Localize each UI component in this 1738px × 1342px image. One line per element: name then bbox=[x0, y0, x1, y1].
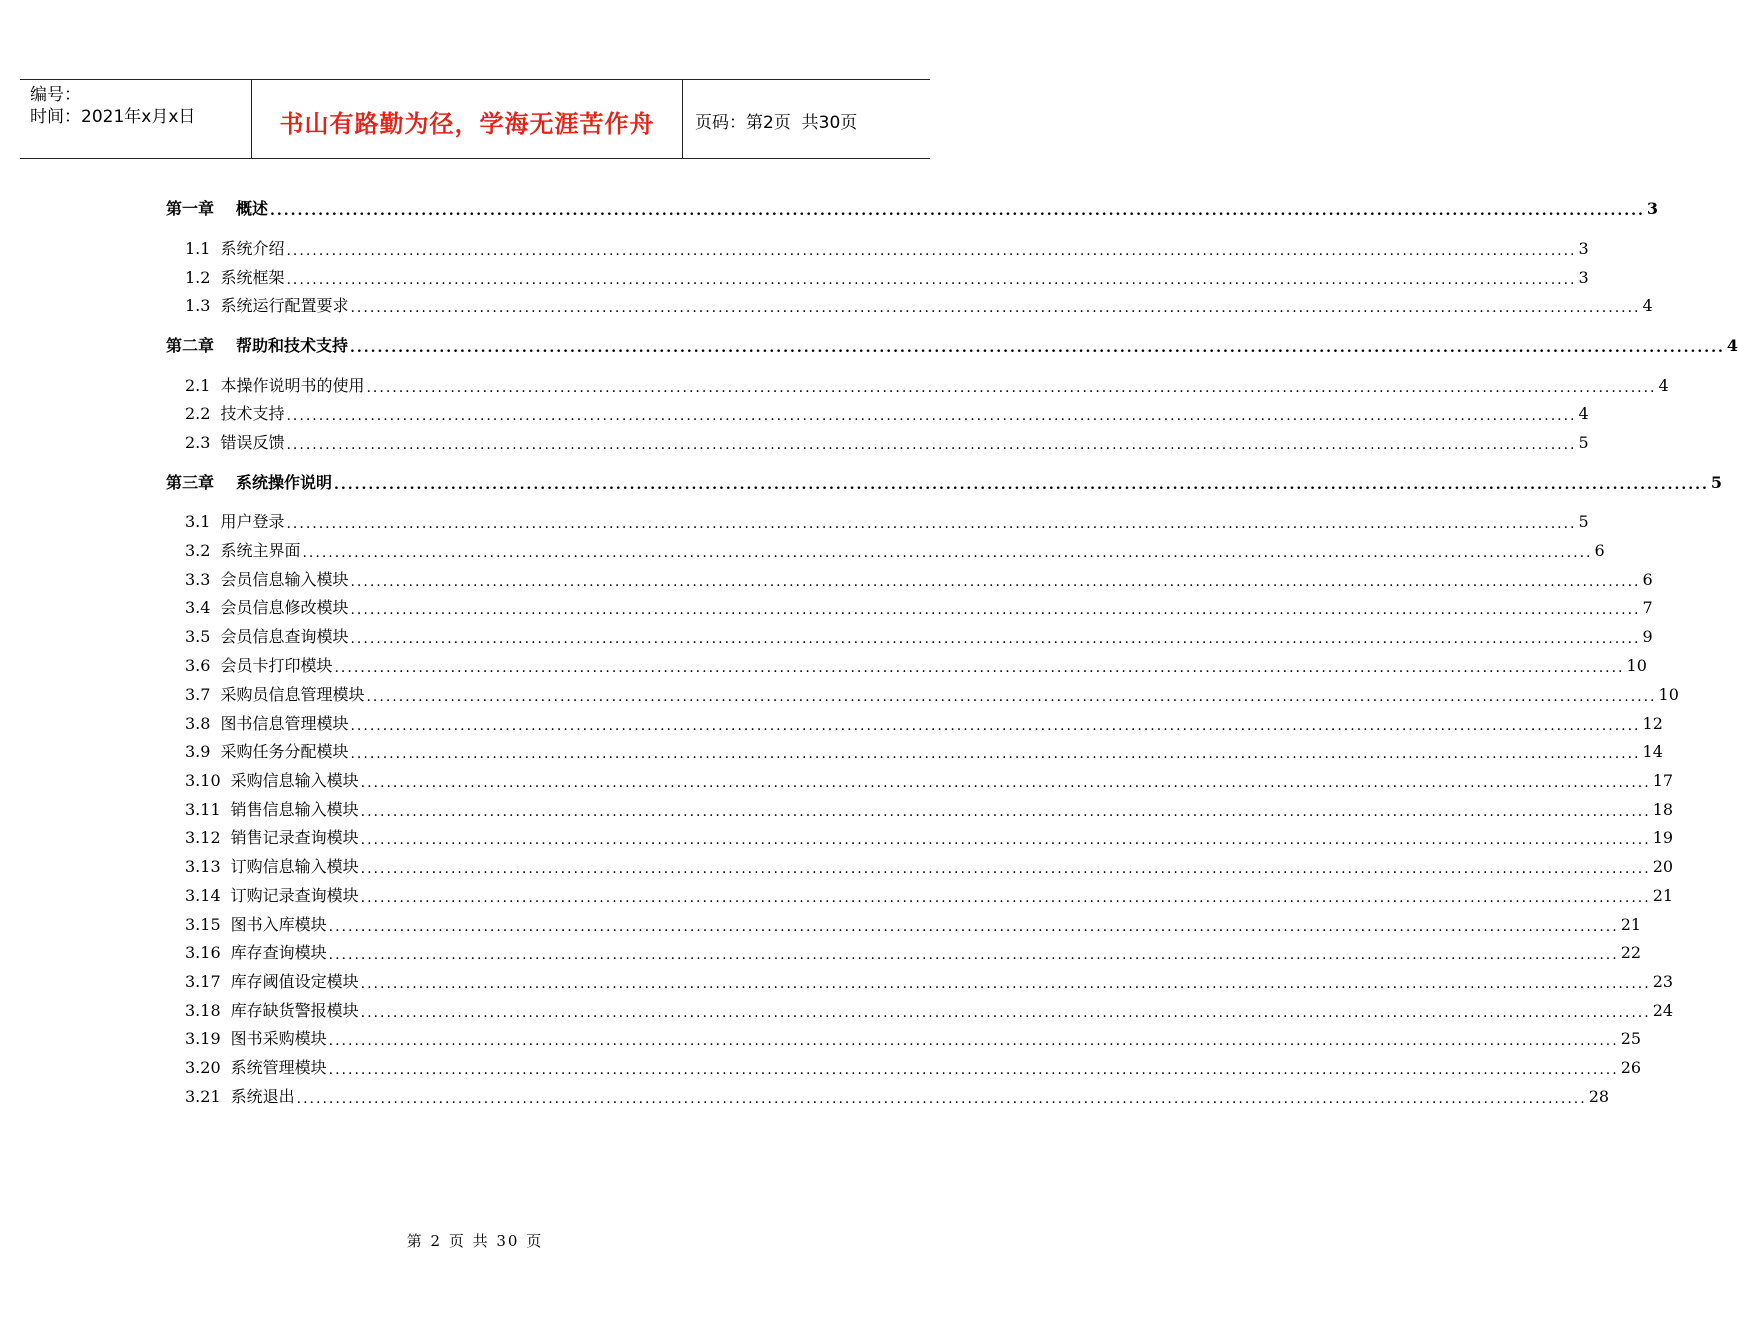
toc-leader-dots: ........................................................................................................................................................................................................ bbox=[328, 919, 1619, 935]
toc-entry-page: 19 bbox=[1652, 828, 1674, 847]
toc-leader-dots: ........................................................................................................................................................................................................ bbox=[286, 408, 1577, 424]
page-header bbox=[20, 79, 930, 159]
toc-entry-number: 3.4 bbox=[185, 598, 211, 617]
toc-entry-page: 6 bbox=[1642, 570, 1653, 589]
toc-entry-title: 会员卡打印模块 bbox=[220, 656, 333, 675]
toc-leader-dots: ........................................................................................................................................................................................................ bbox=[350, 746, 1641, 762]
toc-entry[interactable] bbox=[185, 295, 1653, 317]
toc-entry-title: 系统管理模块 bbox=[230, 1058, 327, 1077]
toc-entry-title: 图书信息管理模块 bbox=[220, 714, 349, 733]
toc-entry[interactable] bbox=[185, 827, 1674, 849]
toc-entry-page: 5 bbox=[1710, 473, 1722, 492]
toc-entry-page: 20 bbox=[1652, 857, 1674, 876]
toc-leader-dots: ........................................................................................................................................................................................................ bbox=[328, 1033, 1619, 1049]
toc-leader-dots: ........................................................................................................................................................................................................ bbox=[286, 437, 1577, 453]
header-meta-cell bbox=[20, 80, 252, 158]
toc-entry[interactable] bbox=[185, 770, 1674, 792]
toc-entry-page: 23 bbox=[1652, 972, 1674, 991]
toc-entry-label bbox=[185, 569, 348, 591]
toc-entry-page: 4 bbox=[1642, 296, 1653, 315]
toc-entry-page: 17 bbox=[1652, 771, 1674, 790]
toc-entry-label bbox=[185, 511, 284, 533]
toc-entry-page: 5 bbox=[1578, 433, 1589, 452]
toc-leader-dots: ........................................................................................................................................................................................................ bbox=[360, 1005, 1651, 1021]
toc-entry-label bbox=[185, 971, 359, 993]
toc-entry-number: 3.17 bbox=[185, 972, 221, 991]
toc-entry[interactable] bbox=[185, 799, 1674, 821]
toc-entry-page: 25 bbox=[1620, 1029, 1642, 1048]
toc-leader-dots: ........................................................................................................................................................................................................ bbox=[328, 947, 1619, 963]
toc-entry-number: 3.12 bbox=[185, 828, 221, 847]
toc-entry-label bbox=[166, 198, 268, 220]
toc-entry-label bbox=[185, 1086, 295, 1108]
toc-entry-label bbox=[185, 856, 359, 878]
toc-entry-number: 3.14 bbox=[185, 886, 221, 905]
toc-entry-page: 26 bbox=[1620, 1058, 1642, 1077]
toc-entry-title: 图书入库模块 bbox=[230, 915, 327, 934]
toc-entry-title: 帮助和技术支持 bbox=[236, 336, 349, 355]
toc-entry[interactable] bbox=[185, 1028, 1642, 1050]
toc-entry-page: 4 bbox=[1726, 336, 1738, 355]
toc-entry-label bbox=[185, 655, 332, 677]
header-motto: 书山有路勤为径，学海无涯苦作舟 bbox=[252, 80, 683, 158]
toc-entry[interactable] bbox=[185, 971, 1674, 993]
toc-leader-dots: ........................................................................................................................................................................................................ bbox=[286, 272, 1577, 288]
toc-entry-title: 系统介绍 bbox=[220, 239, 285, 258]
toc-entry-title: 用户登录 bbox=[220, 512, 285, 531]
toc-entry-label bbox=[185, 1000, 359, 1022]
toc-entry-number: 2.1 bbox=[185, 376, 211, 395]
toc-entry-title: 系统操作说明 bbox=[236, 473, 333, 492]
toc-entry[interactable] bbox=[185, 684, 1679, 706]
toc-entry[interactable] bbox=[185, 741, 1663, 763]
toc-entry-title: 采购信息输入模块 bbox=[230, 771, 359, 790]
toc-entry-title: 错误反馈 bbox=[220, 433, 285, 452]
toc-entry-number: 1.3 bbox=[185, 296, 211, 315]
toc-leader-dots: ........................................................................................................................................................................................................ bbox=[360, 804, 1651, 820]
toc-entry[interactable] bbox=[185, 511, 1589, 533]
toc-leader-dots: ........................................................................................................................................................................................................ bbox=[296, 1091, 1587, 1107]
toc-entry-page: 4 bbox=[1658, 376, 1669, 395]
toc-leader-dots: ........................................................................................................................................................................................................ bbox=[350, 631, 1641, 647]
toc-entry-title: 系统框架 bbox=[220, 268, 285, 287]
toc-entry-number: 3.21 bbox=[185, 1087, 221, 1106]
toc-entry[interactable] bbox=[185, 856, 1674, 878]
toc-entry[interactable] bbox=[185, 403, 1589, 425]
toc-entry-label bbox=[166, 335, 348, 357]
toc-entry-title: 会员信息修改模块 bbox=[220, 598, 349, 617]
toc-leader-dots: ........................................................................................................................................................................................................ bbox=[350, 300, 1641, 316]
toc-entry-number: 3.13 bbox=[185, 857, 221, 876]
toc-entry-label bbox=[185, 1028, 327, 1050]
toc-entry-label bbox=[185, 885, 359, 907]
toc-leader-dots: ........................................................................................................................................................................................................ bbox=[350, 340, 1725, 356]
toc-entry[interactable] bbox=[185, 713, 1663, 735]
toc-entry-number: 第一章 bbox=[166, 199, 215, 218]
toc-entry-label bbox=[185, 403, 284, 425]
toc-entry[interactable] bbox=[185, 942, 1642, 964]
toc-leader-dots: ........................................................................................................................................................................................................ bbox=[366, 689, 1657, 705]
toc-entry-label bbox=[185, 375, 364, 397]
toc-entry-label bbox=[185, 626, 348, 648]
toc-entry-title: 订购记录查询模块 bbox=[230, 886, 359, 905]
toc-entry-number: 3.8 bbox=[185, 714, 211, 733]
toc-entry-number: 3.11 bbox=[185, 800, 221, 819]
toc-entry-label bbox=[185, 942, 327, 964]
toc-leader-dots: ........................................................................................................................................................................................................ bbox=[286, 243, 1577, 259]
toc-entry-title: 会员信息输入模块 bbox=[220, 570, 349, 589]
toc-leader-dots: ........................................................................................................................................................................................................ bbox=[350, 602, 1641, 618]
toc-entry-page: 28 bbox=[1588, 1087, 1610, 1106]
toc-entry[interactable] bbox=[185, 432, 1589, 454]
toc-entry-title: 订购信息输入模块 bbox=[230, 857, 359, 876]
toc-entry-number: 3.1 bbox=[185, 512, 211, 531]
toc-entry-page: 21 bbox=[1652, 886, 1674, 905]
toc-entry-number: 第三章 bbox=[166, 473, 215, 492]
toc-entry-title: 系统退出 bbox=[230, 1087, 295, 1106]
toc-entry-title: 概述 bbox=[236, 199, 269, 218]
toc-entry-page: 10 bbox=[1626, 656, 1647, 675]
toc-entry-label bbox=[185, 827, 359, 849]
toc-entry-label bbox=[185, 713, 348, 735]
toc-chapter-entry[interactable] bbox=[166, 198, 1658, 220]
toc-entry-title: 系统主界面 bbox=[220, 541, 301, 560]
toc-entry-page: 7 bbox=[1642, 598, 1653, 617]
toc-entry-page: 6 bbox=[1594, 541, 1605, 560]
toc-entry-number: 1.2 bbox=[185, 268, 211, 287]
toc-entry-title: 库存阈值设定模块 bbox=[230, 972, 359, 991]
toc-entry-title: 技术支持 bbox=[220, 404, 285, 423]
toc-entry[interactable] bbox=[185, 238, 1589, 260]
toc-entry[interactable] bbox=[185, 1057, 1642, 1079]
toc-leader-dots: ........................................................................................................................................................................................................ bbox=[366, 380, 1657, 396]
toc-entry-page: 3 bbox=[1578, 268, 1589, 287]
toc-leader-dots: ........................................................................................................................................................................................................ bbox=[334, 477, 1709, 493]
toc-entry-page: 3 bbox=[1578, 239, 1589, 258]
toc-leader-dots: ........................................................................................................................................................................................................ bbox=[360, 775, 1651, 791]
toc-entry-number: 3.9 bbox=[185, 742, 211, 761]
toc-entry-label bbox=[166, 472, 332, 494]
toc-entry-page: 14 bbox=[1642, 742, 1663, 761]
toc-chapter-entry[interactable] bbox=[166, 335, 1738, 357]
toc-entry-label bbox=[185, 914, 327, 936]
toc-entry-page: 5 bbox=[1578, 512, 1589, 531]
toc-entry-number: 3.19 bbox=[185, 1029, 221, 1048]
toc-entry-page: 24 bbox=[1652, 1001, 1674, 1020]
toc-entry-title: 销售信息输入模块 bbox=[230, 800, 359, 819]
toc-entry-number: 2.2 bbox=[185, 404, 211, 423]
toc-entry-title: 销售记录查询模块 bbox=[230, 828, 359, 847]
toc-entry[interactable] bbox=[185, 1086, 1610, 1108]
toc-entry[interactable] bbox=[185, 626, 1653, 648]
toc-entry-number: 3.5 bbox=[185, 627, 211, 646]
toc-leader-dots: ........................................................................................................................................................................................................ bbox=[334, 660, 1625, 676]
toc-entry-title: 采购任务分配模块 bbox=[220, 742, 349, 761]
toc-entry-number: 3.16 bbox=[185, 943, 221, 962]
toc-entry-number: 3.2 bbox=[185, 541, 211, 560]
toc-entry-title: 库存查询模块 bbox=[230, 943, 327, 962]
toc-chapter-entry[interactable] bbox=[166, 472, 1722, 494]
toc-entry-number: 3.10 bbox=[185, 771, 221, 790]
toc-leader-dots: ........................................................................................................................................................................................................ bbox=[360, 832, 1651, 848]
toc-entry[interactable] bbox=[185, 267, 1589, 289]
toc-entry-label bbox=[185, 238, 284, 260]
toc-leader-dots: ........................................................................................................................................................................................................ bbox=[286, 516, 1577, 532]
toc-entry-number: 3.6 bbox=[185, 656, 211, 675]
document-time-label: 时间：2021年x月x日 bbox=[30, 107, 196, 127]
toc-entry-number: 2.3 bbox=[185, 433, 211, 452]
toc-entry-label bbox=[185, 799, 359, 821]
toc-entry-number: 3.7 bbox=[185, 685, 211, 704]
toc-leader-dots: ........................................................................................................................................................................................................ bbox=[350, 574, 1641, 590]
toc-entry[interactable] bbox=[185, 914, 1642, 936]
toc-entry[interactable] bbox=[185, 569, 1653, 591]
document-number-label: 编号： bbox=[30, 85, 81, 105]
toc-entry-label bbox=[185, 1057, 327, 1079]
header-page-cell bbox=[683, 80, 930, 158]
toc-leader-dots: ........................................................................................................................................................................................................ bbox=[302, 545, 1593, 561]
toc-entry-number: 3.3 bbox=[185, 570, 211, 589]
toc-entry-page: 9 bbox=[1642, 627, 1653, 646]
toc-entry-page: 12 bbox=[1642, 714, 1663, 733]
toc-entry-page: 3 bbox=[1646, 199, 1658, 218]
toc-entry[interactable] bbox=[185, 655, 1647, 677]
toc-entry-page: 4 bbox=[1578, 404, 1589, 423]
toc-entry[interactable] bbox=[185, 540, 1605, 562]
page-footer: 第 2 页 共 30 页 bbox=[406, 1232, 544, 1250]
toc-leader-dots: ........................................................................................................................................................................................................ bbox=[328, 1062, 1619, 1078]
toc-entry-label bbox=[185, 597, 348, 619]
toc-entry-label bbox=[185, 770, 359, 792]
toc-leader-dots: ........................................................................................................................................................................................................ bbox=[360, 976, 1651, 992]
toc-entry-number: 第二章 bbox=[166, 336, 215, 355]
toc-entry[interactable] bbox=[185, 1000, 1674, 1022]
toc-entry-title: 采购员信息管理模块 bbox=[220, 685, 365, 704]
toc-entry-page: 21 bbox=[1620, 915, 1642, 934]
toc-entry-label bbox=[185, 267, 284, 289]
toc-entry-title: 图书采购模块 bbox=[230, 1029, 327, 1048]
toc-leader-dots: ........................................................................................................................................................................................................ bbox=[360, 861, 1651, 877]
header-page-label: 页码：第2页 共30页 bbox=[695, 112, 858, 133]
toc-entry-title: 库存缺货警报模块 bbox=[230, 1001, 359, 1020]
toc-entry[interactable] bbox=[185, 885, 1674, 907]
toc-entry-number: 3.20 bbox=[185, 1058, 221, 1077]
toc-entry-number: 3.18 bbox=[185, 1001, 221, 1020]
toc-entry-label bbox=[185, 741, 348, 763]
toc-entry-title: 会员信息查询模块 bbox=[220, 627, 349, 646]
toc-entry-number: 3.15 bbox=[185, 915, 221, 934]
toc-entry-label bbox=[185, 540, 300, 562]
toc-leader-dots: ........................................................................................................................................................................................................ bbox=[360, 890, 1651, 906]
toc-entry-page: 22 bbox=[1620, 943, 1642, 962]
toc-entry-page: 18 bbox=[1652, 800, 1674, 819]
toc-entry-label bbox=[185, 432, 284, 454]
toc-leader-dots: ........................................................................................................................................................................................................ bbox=[270, 203, 1645, 219]
toc-leader-dots: ........................................................................................................................................................................................................ bbox=[350, 718, 1641, 734]
toc-entry-label bbox=[185, 684, 364, 706]
toc-entry-label bbox=[185, 295, 348, 317]
toc-entry-title: 系统运行配置要求 bbox=[220, 296, 349, 315]
toc-entry-title: 本操作说明书的使用 bbox=[220, 376, 365, 395]
toc-entry[interactable] bbox=[185, 597, 1653, 619]
toc-entry[interactable] bbox=[185, 375, 1669, 397]
toc-entry-number: 1.1 bbox=[185, 239, 211, 258]
toc-entry-page: 10 bbox=[1658, 685, 1679, 704]
